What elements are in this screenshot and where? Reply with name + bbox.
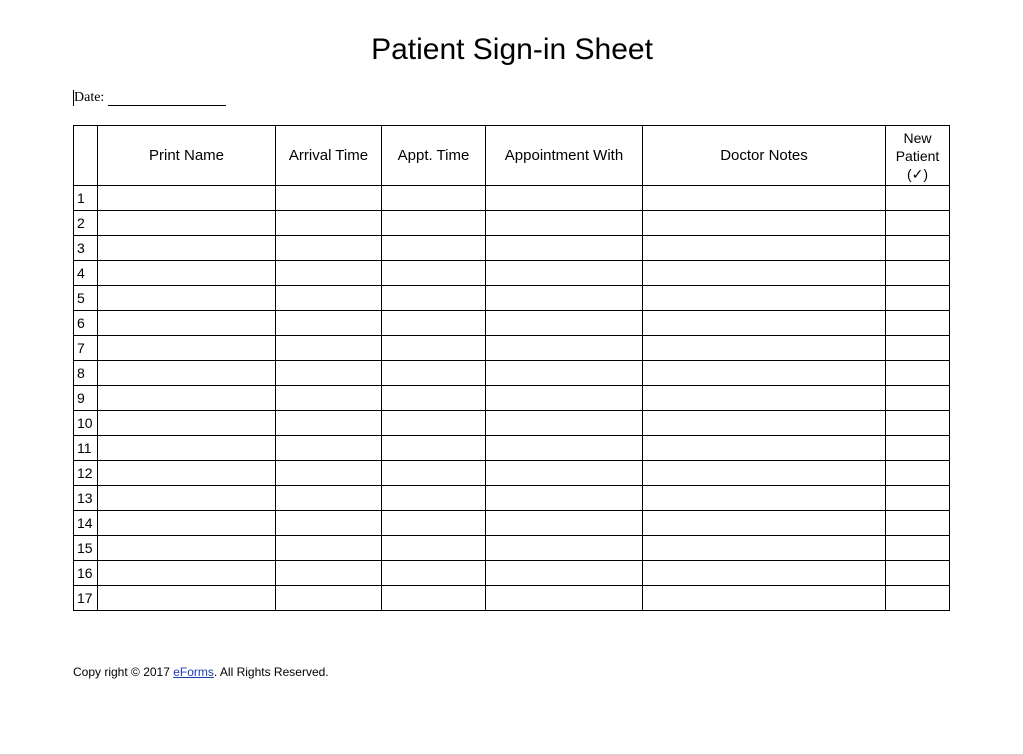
page-title: Patient Sign-in Sheet [371, 33, 653, 66]
appointment-with-cell[interactable] [486, 511, 643, 536]
new-patient-cell[interactable] [886, 461, 950, 486]
appt-time-cell[interactable] [382, 386, 486, 411]
doctor-notes-cell[interactable] [643, 261, 886, 286]
header-arrival-time: Arrival Time [276, 126, 382, 186]
row-number: 2 [74, 211, 98, 236]
doctor-notes-cell[interactable] [643, 236, 886, 261]
date-blank-line[interactable] [108, 93, 226, 106]
appointment-with-cell[interactable] [486, 261, 643, 286]
table-row [74, 261, 950, 286]
table-row [74, 536, 950, 561]
new-patient-cell[interactable] [886, 536, 950, 561]
new-patient-cell[interactable] [886, 411, 950, 436]
doctor-notes-cell[interactable] [643, 211, 886, 236]
appointment-with-cell[interactable] [486, 311, 643, 336]
doctor-notes-cell[interactable] [643, 486, 886, 511]
arrival-time-cell[interactable] [276, 461, 382, 486]
appointment-with-cell[interactable] [486, 461, 643, 486]
new-patient-cell[interactable] [886, 186, 950, 211]
appt-time-cell[interactable] [382, 511, 486, 536]
appt-time-cell[interactable] [382, 286, 486, 311]
table-body [74, 186, 950, 611]
header-row [74, 126, 950, 186]
table-row [74, 386, 950, 411]
new-patient-cell[interactable] [886, 211, 950, 236]
new-patient-cell[interactable] [886, 586, 950, 611]
arrival-time-cell[interactable] [276, 361, 382, 386]
appointment-with-cell[interactable] [486, 286, 643, 311]
header-appt-time: Appt. Time [382, 126, 486, 186]
row-number: 13 [74, 486, 98, 511]
doctor-notes-cell[interactable] [643, 436, 886, 461]
arrival-time-cell[interactable] [276, 536, 382, 561]
appointment-with-cell[interactable] [486, 586, 643, 611]
row-number: 4 [74, 261, 98, 286]
print-name-cell[interactable] [98, 286, 276, 311]
doctor-notes-cell[interactable] [643, 411, 886, 436]
arrival-time-cell[interactable] [276, 311, 382, 336]
new-patient-cell[interactable] [886, 361, 950, 386]
appt-time-cell[interactable] [382, 236, 486, 261]
doctor-notes-cell[interactable] [643, 286, 886, 311]
copyright-prefix: Copy right © 2017 [73, 665, 174, 679]
date-label: Date: [74, 90, 105, 105]
doctor-notes-cell[interactable] [643, 511, 886, 536]
table-row [74, 361, 950, 386]
header-print-name: Print Name [98, 126, 276, 186]
doctor-notes-cell[interactable] [643, 461, 886, 486]
appt-time-cell[interactable] [382, 561, 486, 586]
date-field [73, 90, 226, 106]
row-number: 5 [74, 286, 98, 311]
copyright-footer [73, 665, 329, 679]
appt-time-cell[interactable] [382, 536, 486, 561]
row-number: 7 [74, 336, 98, 361]
row-number: 1 [74, 186, 98, 211]
print-name-cell[interactable] [98, 536, 276, 561]
appt-time-cell[interactable] [382, 261, 486, 286]
appointment-with-cell[interactable] [486, 486, 643, 511]
doctor-notes-cell[interactable] [643, 586, 886, 611]
table-row [74, 586, 950, 611]
appt-time-cell[interactable] [382, 461, 486, 486]
row-number: 6 [74, 311, 98, 336]
print-name-cell[interactable] [98, 361, 276, 386]
appt-time-cell[interactable] [382, 361, 486, 386]
new-patient-cell[interactable] [886, 486, 950, 511]
appt-time-cell[interactable] [382, 336, 486, 361]
arrival-time-cell[interactable] [276, 436, 382, 461]
arrival-time-cell[interactable] [276, 561, 382, 586]
copyright-suffix: . All Rights Reserved. [213, 665, 329, 679]
row-number: 16 [74, 561, 98, 586]
row-number: 10 [74, 411, 98, 436]
row-number: 15 [74, 536, 98, 561]
arrival-time-cell[interactable] [276, 486, 382, 511]
appointment-with-cell[interactable] [486, 411, 643, 436]
doctor-notes-cell[interactable] [643, 561, 886, 586]
arrival-time-cell[interactable] [276, 286, 382, 311]
appointment-with-cell[interactable] [486, 211, 643, 236]
appt-time-cell[interactable] [382, 186, 486, 211]
print-name-cell[interactable] [98, 411, 276, 436]
print-name-cell[interactable] [98, 561, 276, 586]
table-row [74, 236, 950, 261]
table-row [74, 461, 950, 486]
table-row [74, 511, 950, 536]
arrival-time-cell[interactable] [276, 411, 382, 436]
header-new-patient [886, 126, 950, 186]
appointment-with-cell[interactable] [486, 236, 643, 261]
doctor-notes-cell[interactable] [643, 536, 886, 561]
new-patient-cell[interactable] [886, 336, 950, 361]
appointment-with-cell[interactable] [486, 186, 643, 211]
appt-time-cell[interactable] [382, 211, 486, 236]
row-number: 11 [74, 436, 98, 461]
arrival-time-cell[interactable] [276, 236, 382, 261]
print-name-cell[interactable] [98, 511, 276, 536]
print-name-cell[interactable] [98, 186, 276, 211]
arrival-time-cell[interactable] [276, 186, 382, 211]
appointment-with-cell[interactable] [486, 361, 643, 386]
new-patient-cell[interactable] [886, 311, 950, 336]
print-name-cell[interactable] [98, 261, 276, 286]
header-number [74, 126, 98, 186]
table-row [74, 186, 950, 211]
print-name-cell[interactable] [98, 336, 276, 361]
row-number: 9 [74, 386, 98, 411]
appointment-with-cell[interactable] [486, 561, 643, 586]
print-name-cell[interactable] [98, 311, 276, 336]
appt-time-cell[interactable] [382, 586, 486, 611]
sign-in-table [73, 125, 950, 611]
header-new-patient-line2: Patient [895, 147, 940, 164]
appt-time-cell[interactable] [382, 311, 486, 336]
print-name-cell[interactable] [98, 211, 276, 236]
new-patient-cell[interactable] [886, 561, 950, 586]
print-name-cell[interactable] [98, 461, 276, 486]
new-patient-cell[interactable] [886, 436, 950, 461]
new-patient-cell[interactable] [886, 511, 950, 536]
table-row [74, 436, 950, 461]
eforms-link[interactable]: eForms [173, 665, 214, 679]
arrival-time-cell[interactable] [276, 586, 382, 611]
row-number: 17 [74, 586, 98, 611]
doctor-notes-cell[interactable] [643, 311, 886, 336]
row-number: 3 [74, 236, 98, 261]
new-patient-cell[interactable] [886, 286, 950, 311]
doctor-notes-cell[interactable] [643, 361, 886, 386]
table-row [74, 286, 950, 311]
header-new-patient-check: (✓) [906, 165, 929, 182]
arrival-time-cell[interactable] [276, 336, 382, 361]
header-appointment-with: Appointment With [486, 126, 643, 186]
row-number: 14 [74, 511, 98, 536]
appt-time-cell[interactable] [382, 436, 486, 461]
print-name-cell[interactable] [98, 586, 276, 611]
appointment-with-cell[interactable] [486, 536, 643, 561]
table-row [74, 561, 950, 586]
arrival-time-cell[interactable] [276, 211, 382, 236]
header-new-patient-line1: New [903, 129, 932, 146]
appt-time-cell[interactable] [382, 411, 486, 436]
arrival-time-cell[interactable] [276, 511, 382, 536]
new-patient-cell[interactable] [886, 236, 950, 261]
table-row [74, 486, 950, 511]
print-name-cell[interactable] [98, 236, 276, 261]
table-row [74, 311, 950, 336]
row-number: 8 [74, 361, 98, 386]
print-name-cell[interactable] [98, 436, 276, 461]
doctor-notes-cell[interactable] [643, 186, 886, 211]
doctor-notes-cell[interactable] [643, 386, 886, 411]
appointment-with-cell[interactable] [486, 436, 643, 461]
header-doctor-notes: Doctor Notes [643, 126, 886, 186]
arrival-time-cell[interactable] [276, 386, 382, 411]
row-number: 12 [74, 461, 98, 486]
appointment-with-cell[interactable] [486, 386, 643, 411]
table-row [74, 411, 950, 436]
new-patient-cell[interactable] [886, 386, 950, 411]
table-row [74, 336, 950, 361]
appointment-with-cell[interactable] [486, 336, 643, 361]
arrival-time-cell[interactable] [276, 261, 382, 286]
new-patient-cell[interactable] [886, 261, 950, 286]
doctor-notes-cell[interactable] [643, 336, 886, 361]
print-name-cell[interactable] [98, 386, 276, 411]
table-row [74, 211, 950, 236]
appt-time-cell[interactable] [382, 486, 486, 511]
print-name-cell[interactable] [98, 486, 276, 511]
